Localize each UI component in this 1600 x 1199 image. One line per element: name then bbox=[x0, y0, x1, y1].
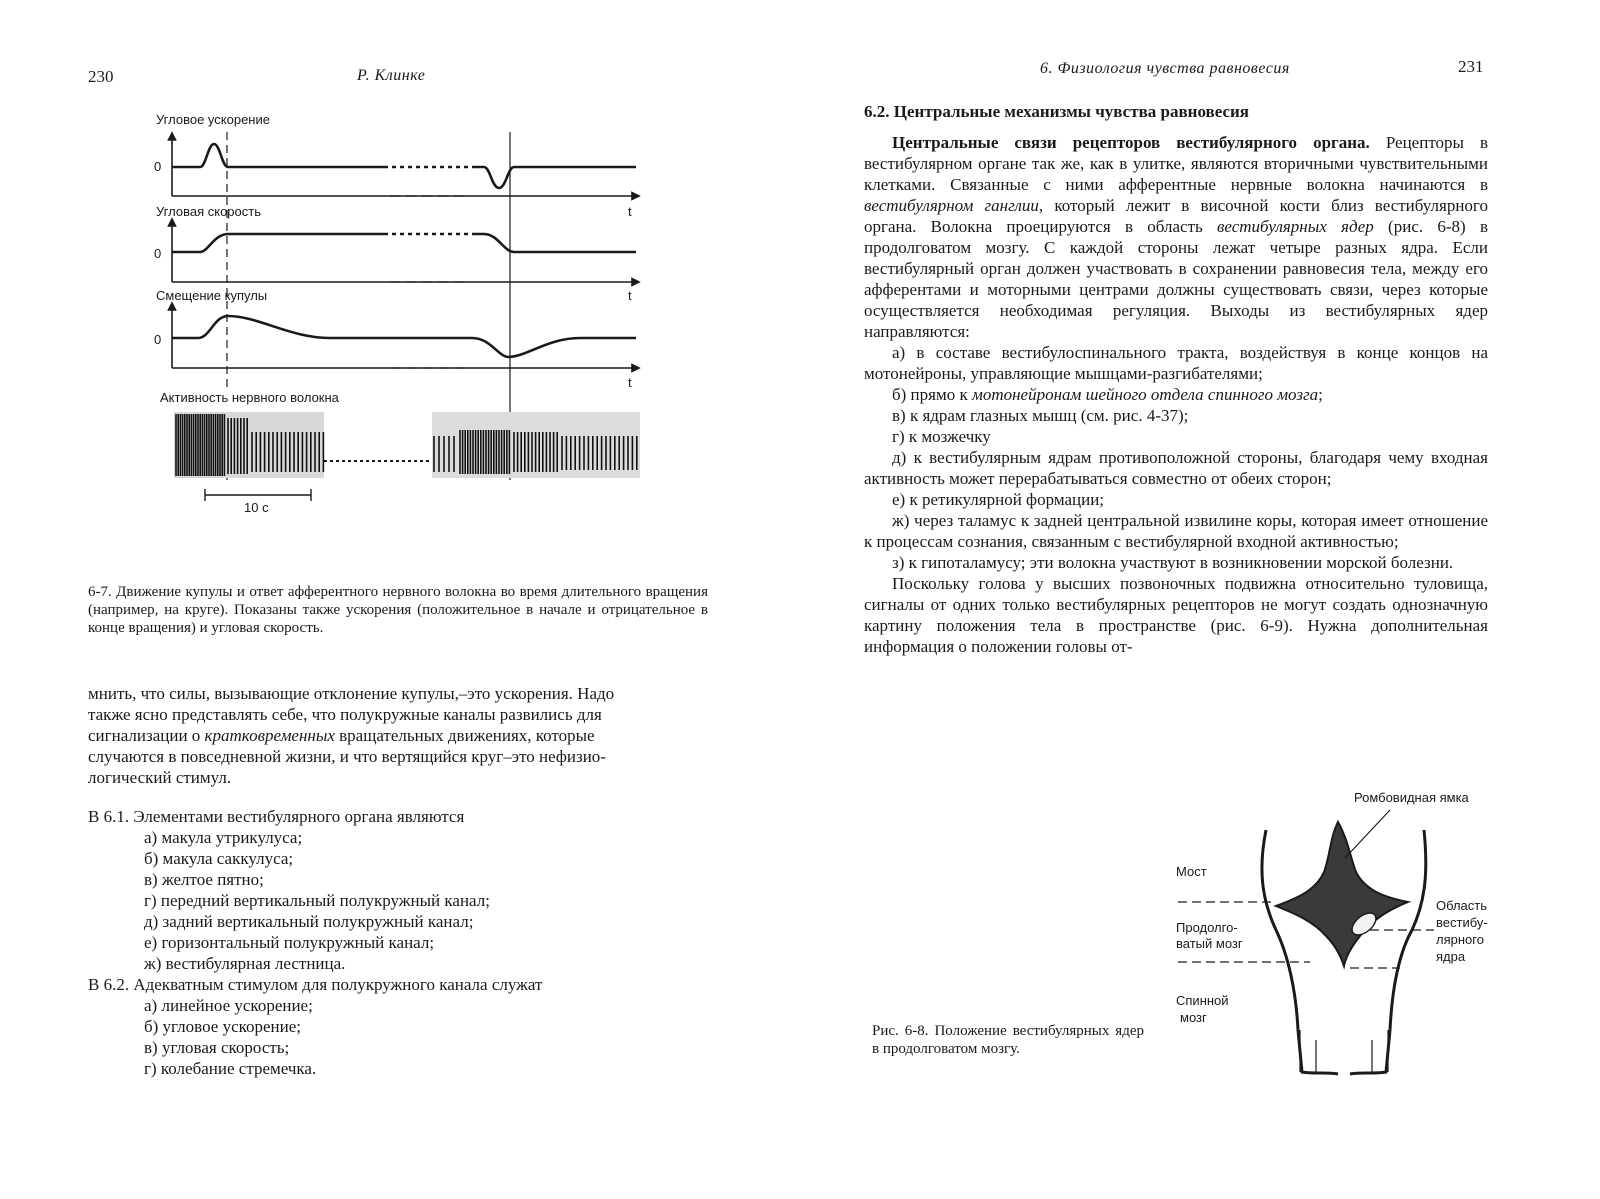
rhomboid-fossa bbox=[1276, 822, 1408, 966]
list-item-b: б) прямо к мотонейронам шейного отдела спинного мозга; bbox=[892, 385, 1323, 404]
label-angular-acceleration: Угловое ускорение bbox=[156, 112, 270, 127]
answer-option: ж) вестибулярная лестница. bbox=[144, 954, 346, 973]
time-label-3: t bbox=[628, 375, 632, 390]
answer-option: д) задний вертикальный полукружный канал; bbox=[144, 912, 474, 931]
list-item-e: е) к ретикулярной формации; bbox=[892, 490, 1105, 509]
label-vestibular-nucleus-area: Область вестибу- лярного ядра bbox=[1436, 898, 1488, 964]
answer-option: в) желтое пятно; bbox=[144, 870, 264, 889]
label-rhomboid-fossa: Ромбовидная ямка bbox=[1354, 790, 1469, 805]
list-item-a: а) в составе вестибулоспинального тракта, воздействуя в конце концов на мотонейроны, управляющие мышцами-разгибателями; bbox=[864, 343, 1488, 383]
answer-option: а) линейное ускорение; bbox=[144, 996, 313, 1015]
label-pons: Мост bbox=[1176, 864, 1207, 879]
answer-option: а) макула утрикулуса; bbox=[144, 828, 303, 847]
section-heading: 6.2. Центральные механизмы чувства равновесия bbox=[864, 102, 1249, 121]
page-number-left: 230 bbox=[88, 67, 114, 86]
list-item-v: в) к ядрам глазных мышц (см. рис. 4-37); bbox=[892, 406, 1189, 425]
figure-caption-6-7: 6-7. Движение купулы и ответ афферентного нервного волокна во время длительного вращения (например, на круге). Показаны также ускорения (положительное в начале и отрицательное в конце вращения) и угловая скорость. bbox=[88, 584, 708, 636]
list-item-z: з) к гипоталамусу; эти волокна участвуют в возникновении морской болезни. bbox=[892, 553, 1454, 572]
question-6-2-title: В 6.2. Адекватным стимулом для полукружного канала служат bbox=[88, 975, 543, 994]
answer-option: е) горизонтальный полукружный канал; bbox=[144, 933, 435, 952]
scale-bar-label: 10 с bbox=[244, 500, 269, 515]
running-head-left: Р. Клинке bbox=[357, 67, 426, 84]
label-spinal-cord: Спинной мозг bbox=[1176, 993, 1229, 1025]
label-medulla: Продолго- ватый мозг bbox=[1176, 920, 1243, 951]
zero-label-2: 0 bbox=[154, 246, 162, 261]
label-nerve-activity: Активность нервного волокна bbox=[160, 390, 339, 405]
figure-caption-6-8: Рис. 6-8. Положение вестибулярных ядер в продолговатом мозгу. bbox=[872, 1023, 1144, 1057]
label-cupula-displacement: Смещение купулы bbox=[156, 288, 268, 303]
body-text-left: мнить, что силы, вызывающие отклонение купулы,–это ускорения. Надо также ясно представлять себе, что полукружные каналы развились для сигнализации о кратковременных вращательных движениях, которые случаются в повседневной жизни, и что вертящийся круг–это нефизио- логический стимул. bbox=[88, 684, 615, 787]
answer-option: г) колебание стремечка. bbox=[144, 1059, 317, 1078]
zero-label-3: 0 bbox=[154, 332, 162, 347]
zero-label-1: 0 bbox=[154, 159, 162, 174]
answer-option: в) угловая скорость; bbox=[144, 1038, 290, 1057]
list-item-g: г) к мозжечку bbox=[892, 427, 991, 446]
page-number-right: 231 bbox=[1458, 57, 1484, 76]
paragraph-2: Поскольку голова у высших позвоночных подвижна относительно туловища, сигналы от одних только вестибулярных рецепторов не могут создать однозначную картину положения тела в пространстве (рис. 6-9). Нужна дополнительная информация о положении головы от- bbox=[864, 574, 1488, 656]
time-label-2: t bbox=[628, 288, 632, 303]
answer-option: б) угловое ускорение; bbox=[144, 1017, 302, 1036]
answer-option: г) передний вертикальный полукружный канал; bbox=[144, 891, 490, 910]
time-label-1: t bbox=[628, 204, 632, 219]
question-6-1-title: В 6.1. Элементами вестибулярного органа являются bbox=[88, 807, 465, 826]
body-text-right: Центральные связи рецепторов вестибулярного органа. Рецепторы в вестибулярном органе так же, как в улитке, являются вторичными чувствительными клетками. Связанные с ними афферентные нервные волокна начинаются в вестибулярном ганглии, который лежит в височной кости близ вестибулярного органа. Волокна проецируются в область вестибулярных ядер (рис. 6-8) в продолговатом мозгу. С каждой стороны лежат четыре разных ядра. Если вестибулярный орган должен участвовать в сохранении равновесия тела, между его афферентами и моторными центрами должны существовать связи, через которые осуществляется необходимая регуляция. Выходы из вестибулярных ядер направляются: а) в составе вестибулоспинального тракта, воздействуя в конце концов на мотонейроны, управляющие мышцами-разгибателями; б) прямо к мотонейронам шейного отдела спинного мозга; в) к ядрам глазных мышц (см. рис. 4-37); г) к мозжечку д) к вестибулярным ядрам противоположной стороны, благодаря чему входная активность может перерабатываться совместно от обеих сторон; е) к ретикулярной формации; ж) через таламус к задней центральной извилине коры, которая имеет отношение к процессам сознания, связанным с вестибулярной входной активностью; з) к гипоталамусу; эти волокна участвуют в возникновении морской болезни. Поскольку голова у высших позвоночных подвижна относительно туловища, сигналы от одних только вестибулярных рецепторов не могут создать однозначную картину положения тела в пространстве (рис. 6-9). Нужна дополнительная информация о положении головы от- bbox=[864, 133, 1488, 656]
running-head-right: 6. Физиология чувства равновесия bbox=[1040, 60, 1290, 77]
label-angular-velocity: Угловая скорость bbox=[156, 204, 261, 219]
list-item-d: д) к вестибулярным ядрам противоположной стороны, благодаря чему входная активность может перерабатываться совместно от обеих сторон; bbox=[864, 448, 1488, 488]
answer-option: б) макула саккулуса; bbox=[144, 849, 294, 868]
list-item-zh: ж) через таламус к задней центральной извилине коры, которая имеет отношение к процессам сознания, связанным с вестибулярной входной активностью; bbox=[864, 511, 1488, 551]
